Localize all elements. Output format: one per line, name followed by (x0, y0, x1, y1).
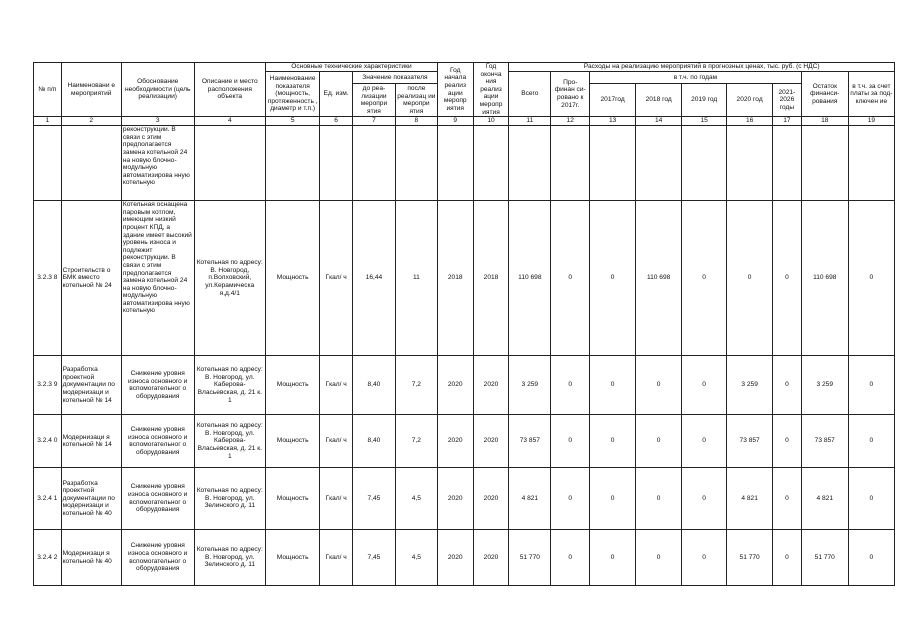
col-number: 1 (34, 117, 62, 126)
investment-program-table (33, 62, 895, 586)
header-indicator-value: Значение показателя (352, 72, 437, 84)
row-year-start: 2020 (437, 468, 473, 530)
row-reason: Снижение уровня износа основного и вспомогательног о оборудования (121, 356, 194, 415)
header-unit: Ед. изм. (320, 72, 353, 117)
row-unit: Гкал/ ч (320, 415, 353, 468)
col-number: 6 (320, 117, 353, 126)
header-y2018: 2018 год (636, 84, 682, 117)
row-y2017: 0 (590, 201, 636, 356)
row-num: 3.2.4 2 (34, 530, 62, 586)
row-after: 4,5 (395, 468, 437, 530)
col-number: 12 (551, 117, 590, 126)
row-unit: Гкал/ ч (320, 356, 353, 415)
row-indicator: Мощность (266, 415, 320, 468)
col-number: 3 (121, 117, 194, 126)
row-name: Модернизаци я котельной № 40 (61, 530, 121, 586)
row-y2019: 0 (682, 468, 727, 530)
table-row (34, 468, 895, 530)
row-fee: 0 (848, 201, 894, 356)
row-financed: 0 (551, 415, 590, 468)
row-name: Разработка проектной документации по модернизаци и котельной № 40 (61, 468, 121, 530)
table-row (34, 201, 895, 356)
header-financed: Про- финан си- ровано к 2017г. (551, 72, 590, 117)
row-num: 3.2.4 0 (34, 415, 62, 468)
row-year-start: 2020 (437, 415, 473, 468)
row-name: Строительств о БМК вместо котельной № 24 (61, 201, 121, 356)
row-y2019: 0 (682, 356, 727, 415)
row-y2020: 73 857 (727, 415, 773, 468)
column-numbers-row (34, 117, 895, 126)
row-unit: Гкал/ ч (320, 468, 353, 530)
col-number: 7 (352, 117, 395, 126)
row-remaining: 73 857 (801, 415, 848, 468)
row-y2017: 0 (590, 415, 636, 468)
row-y2018: 110 698 (636, 201, 682, 356)
row-y2021: 0 (773, 201, 802, 356)
header-reason: Обоснование необходимости (цель реализации) (121, 63, 194, 117)
row-year-start: 2020 (437, 356, 473, 415)
header-fee: в т.ч. за счет платы за под- ключен ие (848, 72, 894, 117)
col-number: 10 (473, 117, 509, 126)
continuation-reason: реконструкции. В связи с этим предполагается замена котельной 24 на новую блочно-модульную автоматизирова нную котельную (121, 126, 194, 201)
row-y2017: 0 (590, 468, 636, 530)
row-unit: Гкал/ ч (320, 530, 353, 586)
row-y2018: 0 (636, 468, 682, 530)
row-y2018: 0 (636, 530, 682, 586)
row-year-end: 2020 (473, 530, 509, 586)
row-year-end: 2020 (473, 356, 509, 415)
row-year-end: 2020 (473, 415, 509, 468)
row-y2019: 0 (682, 201, 727, 356)
row-unit: Гкал/ ч (320, 201, 353, 356)
header-y2020: 2020 год (727, 84, 773, 117)
header-total: Всего (509, 72, 551, 117)
col-number: 8 (395, 117, 437, 126)
row-fee: 0 (848, 415, 894, 468)
row-total: 110 698 (509, 201, 551, 356)
row-total: 73 857 (509, 415, 551, 468)
table-row (34, 530, 895, 586)
header-name: Наименовани е мероприятий (61, 63, 121, 117)
row-year-start: 2020 (437, 530, 473, 586)
row-year-end: 2018 (473, 201, 509, 356)
header-by-years: в т.ч. по годам (590, 72, 802, 84)
col-number: 2 (61, 117, 121, 126)
row-reason: Снижение уровня износа основного и вспомогательног о оборудования (121, 530, 194, 586)
row-remaining: 110 698 (801, 201, 848, 356)
row-y2021: 0 (773, 356, 802, 415)
row-y2021: 0 (773, 415, 802, 468)
header-indicator-name: Наименование показателя (мощность, протяженность , диаметр и т.п.) (266, 72, 320, 117)
row-location: Котельная по адресу: В. Новгород, ул. Зелинского д. 11 (194, 468, 266, 530)
row-remaining: 4 821 (801, 468, 848, 530)
row-num: 3.2.3 9 (34, 356, 62, 415)
row-remaining: 3 259 (801, 356, 848, 415)
row-year-end: 2020 (473, 468, 509, 530)
row-name: Модернизаци я котельной № 14 (61, 415, 121, 468)
row-financed: 0 (551, 468, 590, 530)
row-indicator: Мощность (266, 356, 320, 415)
header-year-start: Год начала реализ ации меропр иятия (437, 63, 473, 117)
row-y2020: 51 770 (727, 530, 773, 586)
row-y2021: 0 (773, 468, 802, 530)
row-y2017: 0 (590, 530, 636, 586)
col-number: 13 (590, 117, 636, 126)
col-number: 19 (848, 117, 894, 126)
row-fee: 0 (848, 356, 894, 415)
header-year-end: Год оконча ния реализ ации меропр иятия (473, 63, 509, 117)
row-financed: 0 (551, 201, 590, 356)
header-costs-group: Расходы на реализацию мероприятий в прогнозных ценах, тыс. руб. (с НДС) (509, 63, 895, 72)
col-number: 5 (266, 117, 320, 126)
col-number: 18 (801, 117, 848, 126)
row-financed: 0 (551, 356, 590, 415)
header-location: Описание и место расположения объекта (194, 63, 266, 117)
row-reason: Котельная оснащена паровым котлом, имеющим низкий процент КПД, а здание имеет высокий уровень износа и подлежит реконструкции. В связи с этим предполагается замена котельной 24 на новую блочно-модульную автоматизирова нную котельную (121, 201, 194, 356)
row-location: Котельная по адресу: В. Новгород, п.Волховский, ул.Керамическа я,д.4/1 (194, 201, 266, 356)
row-y2018: 0 (636, 415, 682, 468)
row-y2020: 4 821 (727, 468, 773, 530)
row-location: Котельная по адресу: В. Новгород, ул. Зелинского д. 11 (194, 530, 266, 586)
col-number: 14 (636, 117, 682, 126)
row-location: Котельная по адресу: В. Новгород, ул. Каберова-Власьевская, д. 21 к. 1 (194, 356, 266, 415)
row-remaining: 51 770 (801, 530, 848, 586)
row-name: Разработка проектной документации по модернизаци и котельной № 14 (61, 356, 121, 415)
header-after: после реализац ии меропри ятия (397, 85, 436, 115)
row-num: 3.2.3 8 (34, 201, 62, 356)
header-num: № п/п (34, 63, 62, 117)
row-y2020: 0 (727, 201, 773, 356)
row-after: 11 (395, 201, 437, 356)
header-before: до реа- лизации меропри ятия (352, 84, 395, 117)
header-row-1 (34, 63, 895, 72)
row-indicator: Мощность (266, 201, 320, 356)
row-indicator: Мощность (266, 530, 320, 586)
row-y2018: 0 (636, 356, 682, 415)
row-total: 3 259 (509, 356, 551, 415)
row-before: 8,40 (352, 356, 395, 415)
col-number: 17 (773, 117, 802, 126)
row-before: 7,45 (352, 530, 395, 586)
header-tech-group: Основные технические характеристики (266, 63, 438, 72)
row-reason: Снижение уровня износа основного и вспомогательног о оборудования (121, 468, 194, 530)
row-total: 4 821 (509, 468, 551, 530)
continuation-row (34, 126, 895, 201)
col-number: 11 (509, 117, 551, 126)
row-before: 16,44 (352, 201, 395, 356)
table-row (34, 415, 895, 468)
row-fee: 0 (848, 530, 894, 586)
row-after: 7,2 (395, 415, 437, 468)
row-before: 7,45 (352, 468, 395, 530)
row-num: 3.2.4 1 (34, 468, 62, 530)
row-financed: 0 (551, 530, 590, 586)
row-before: 8,40 (352, 415, 395, 468)
row-fee: 0 (848, 468, 894, 530)
table-row (34, 356, 895, 415)
row-reason: Снижение уровня износа основного и вспомогательног о оборудования (121, 415, 194, 468)
col-number: 15 (682, 117, 727, 126)
header-y2019: 2019 год (682, 84, 727, 117)
row-total: 51 770 (509, 530, 551, 586)
col-number: 4 (194, 117, 266, 126)
header-remaining: Остаток финанси- рования (801, 72, 848, 117)
header-y2017: 2017год (590, 84, 636, 117)
col-number: 9 (437, 117, 473, 126)
row-after: 4,5 (395, 530, 437, 586)
row-y2017: 0 (590, 356, 636, 415)
row-location: Котельная по адресу: В. Новгород, ул. Каберова-Власьевская, д. 21 к. 1 (194, 415, 266, 468)
header-y2021: 2021- 2026 годы (773, 84, 802, 117)
row-y2020: 3 259 (727, 356, 773, 415)
row-y2021: 0 (773, 530, 802, 586)
row-after: 7,2 (395, 356, 437, 415)
col-number: 16 (727, 117, 773, 126)
row-year-start: 2018 (437, 201, 473, 356)
row-indicator: Мощность (266, 468, 320, 530)
row-y2019: 0 (682, 415, 727, 468)
row-y2019: 0 (682, 530, 727, 586)
